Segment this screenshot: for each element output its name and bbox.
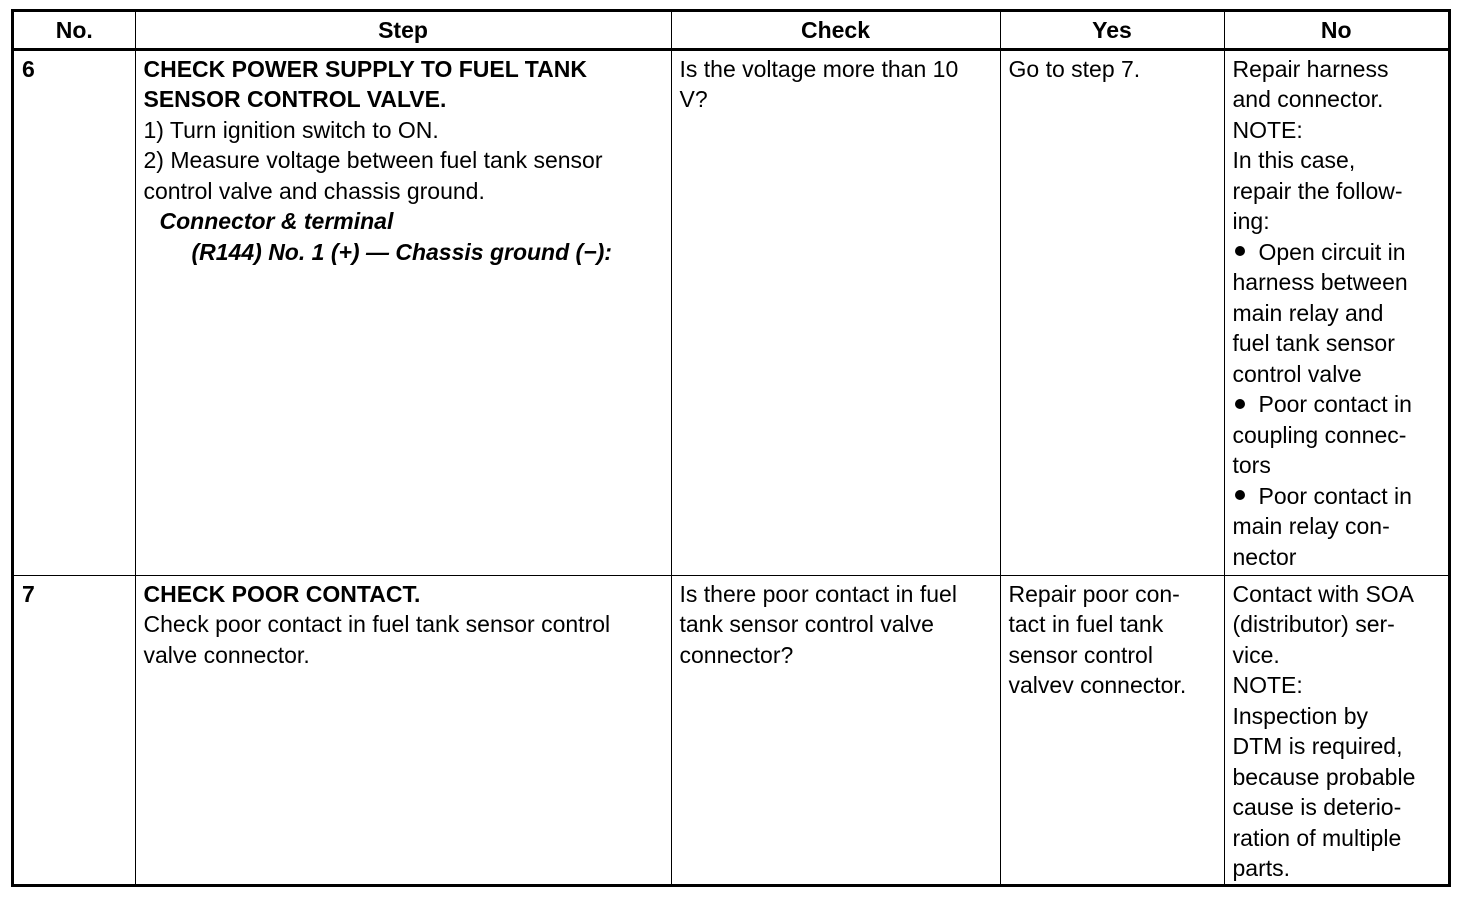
step-number: 7	[22, 580, 35, 607]
no-text: repair the follow-	[1232, 177, 1403, 204]
step-instruction: Check poor contact in fuel tank sensor control	[143, 611, 611, 637]
no-cell	[1224, 575, 1448, 885]
step-title: CHECK POOR CONTACT.	[143, 580, 421, 607]
step-title: CHECK POWER SUPPLY TO FUEL TANK	[143, 55, 587, 82]
no-text: NOTE:	[1232, 672, 1303, 698]
step-number-cell	[14, 49, 135, 575]
header-no-action: No	[1224, 12, 1448, 49]
bullet-icon	[1235, 399, 1245, 409]
header-check: Check	[671, 12, 1000, 49]
check-text: tank sensor control valve	[679, 611, 934, 637]
yes-text: Go to step 7.	[1008, 55, 1141, 82]
step-title-cont: SENSOR CONTROL VALVE.	[143, 86, 447, 112]
step-number-cell	[14, 575, 135, 885]
step-cell	[135, 575, 671, 885]
bullet-text: tors	[1232, 452, 1271, 478]
header-step: Step	[135, 12, 671, 49]
step-instruction: control valve and chassis ground.	[143, 177, 485, 204]
header-yes: Yes	[1000, 12, 1224, 49]
step-number: 6	[22, 55, 35, 82]
check-text: Is the voltage more than 10	[679, 55, 959, 82]
check-cell	[671, 49, 1000, 575]
yes-cell	[1000, 575, 1224, 885]
diagnostic-table-frame	[11, 9, 1451, 887]
bullet-item: Open circuit in	[1233, 237, 1443, 268]
no-text: Contact with SOA	[1232, 580, 1415, 607]
no-text: Repair harness	[1232, 55, 1389, 82]
header-no: No.	[14, 12, 135, 49]
terminal-spec: (R144) No. 1 (+) — Chassis ground (−):	[191, 238, 612, 265]
bullet-icon	[1235, 490, 1245, 500]
bullet-text: harness between	[1232, 269, 1408, 295]
bullet-text: control valve	[1232, 360, 1362, 387]
bullet-text: coupling connec-	[1232, 421, 1407, 448]
yes-text: valvev connector.	[1008, 672, 1187, 698]
step-instruction: 2) Measure voltage between fuel tank sensor	[143, 147, 603, 173]
yes-cell	[1000, 49, 1224, 575]
no-cell	[1224, 49, 1448, 575]
no-text: Inspection by	[1232, 702, 1369, 729]
bullet-text: main relay and	[1232, 299, 1384, 326]
no-text: NOTE:	[1232, 116, 1303, 143]
bullet-item: Poor contact in	[1233, 389, 1443, 420]
no-text: DTM is required,	[1232, 733, 1403, 759]
table-header-row	[14, 12, 1448, 49]
check-cell	[671, 575, 1000, 885]
yes-text: tact in fuel tank	[1008, 611, 1164, 637]
bullet-item: Poor contact in	[1233, 481, 1443, 512]
no-text: ration of multiple	[1232, 824, 1402, 851]
bullet-text: main relay con-	[1232, 513, 1390, 539]
bullet-text: nector	[1232, 543, 1297, 570]
no-text: cause is deterio-	[1232, 794, 1402, 820]
no-text: and connector.	[1232, 86, 1384, 112]
no-text: because probable	[1232, 763, 1416, 790]
bullet-text: fuel tank sensor	[1232, 330, 1395, 356]
check-text: Is there poor contact in fuel	[679, 580, 957, 607]
no-text: parts.	[1232, 855, 1291, 881]
yes-text: sensor control	[1008, 641, 1153, 668]
no-text: ing:	[1232, 208, 1270, 234]
no-text: (distributor) ser-	[1232, 611, 1395, 637]
diagnostic-table	[14, 12, 1448, 885]
no-text: vice.	[1232, 641, 1280, 668]
step-cell	[135, 49, 671, 575]
connector-label: Connector & terminal	[159, 208, 394, 234]
step-instruction: 1) Turn ignition switch to ON.	[143, 116, 439, 143]
check-text: connector?	[679, 641, 794, 668]
step-instruction: valve connector.	[143, 641, 310, 668]
table-row	[14, 49, 1448, 575]
table-row	[14, 575, 1448, 885]
no-text: In this case,	[1232, 147, 1356, 173]
bullet-icon	[1235, 246, 1245, 256]
yes-text: Repair poor con-	[1008, 580, 1180, 607]
check-text: V?	[679, 86, 708, 112]
